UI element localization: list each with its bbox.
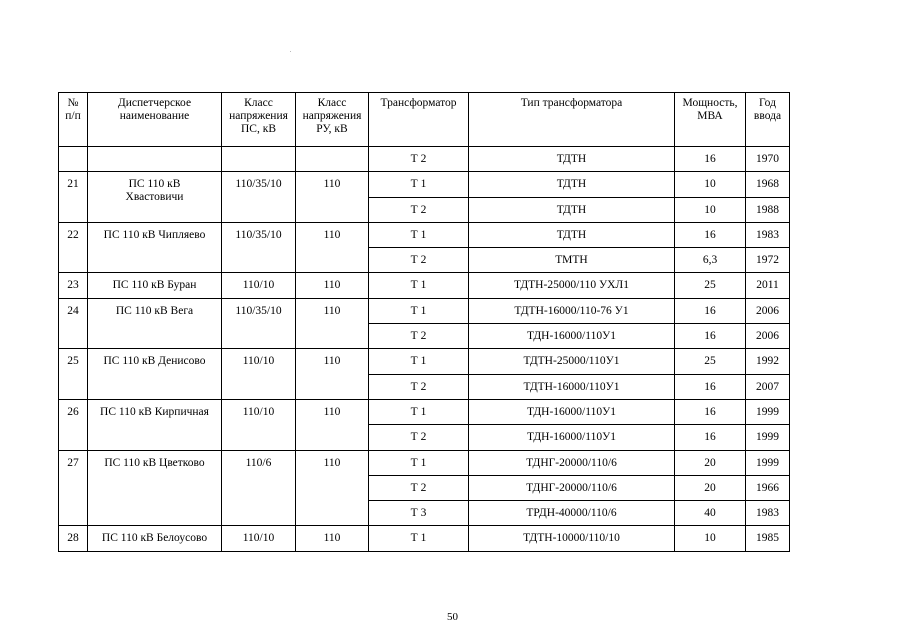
substation-name-cell: ПС 110 кВ Вега (88, 298, 222, 349)
ps-voltage-class-cell: 110/10 (222, 273, 296, 298)
substation-name-cell: ПС 110 кВ Буран (88, 273, 222, 298)
substation-number-cell: 24 (59, 298, 88, 349)
header-transformer (369, 93, 469, 147)
transformer-type-cell: ТДТН (469, 222, 675, 247)
ps-voltage-class-cell: 110/10 (222, 399, 296, 450)
transformer-type-cell: ТДН-16000/110У1 (469, 425, 675, 450)
year-cell: 1966 (746, 475, 790, 500)
power-cell: 6,3 (675, 248, 746, 273)
ps-voltage-class-cell: 110/35/10 (222, 298, 296, 349)
year-cell: 1968 (746, 172, 790, 197)
year-cell: 1999 (746, 399, 790, 424)
table-header-row (59, 93, 790, 147)
header-year (746, 93, 790, 147)
page-number: 50 (447, 611, 458, 623)
ps-voltage-class-cell: 110/6 (222, 450, 296, 526)
transformer-type-cell: ТДН-16000/110У1 (469, 324, 675, 349)
substation-name-cell: ПС 110 кВ Хвастовичи (88, 172, 222, 223)
substation-number-cell: 25 (59, 349, 88, 400)
ru-voltage-class-cell: 110 (296, 222, 369, 273)
table-row (59, 222, 790, 247)
power-cell: 16 (675, 324, 746, 349)
substation-number-cell: 26 (59, 399, 88, 450)
ru-voltage-class-cell: 110 (296, 526, 369, 551)
transformer-cell: Т 1 (369, 399, 469, 424)
substation-number-cell: 23 (59, 273, 88, 298)
transformer-type-cell: ТДТН (469, 172, 675, 197)
power-cell: 16 (675, 425, 746, 450)
substation-name-cell: ПС 110 кВ Кирпичная (88, 399, 222, 450)
ru-voltage-class-cell: 110 (296, 298, 369, 349)
transformer-cell: Т 1 (369, 526, 469, 551)
substation-name-cell: ПС 110 кВ Белоусово (88, 526, 222, 551)
year-cell: 1970 (746, 147, 790, 172)
ru-voltage-class-cell: 110 (296, 349, 369, 400)
transformer-type-cell: ТДТН (469, 147, 675, 172)
transformer-type-cell: ТМТН (469, 248, 675, 273)
transformer-type-cell: ТДТН-16000/110У1 (469, 374, 675, 399)
power-cell: 25 (675, 273, 746, 298)
transformer-cell: Т 1 (369, 450, 469, 475)
table-row (59, 298, 790, 323)
ru-voltage-class-cell: 110 (296, 399, 369, 450)
header-dispatch-name (88, 93, 222, 147)
transformer-cell: Т 2 (369, 147, 469, 172)
table-row (59, 399, 790, 424)
transformer-type-cell: ТДТН-25000/110У1 (469, 349, 675, 374)
header-transformer-label: Трансформатор (380, 97, 457, 109)
power-cell: 10 (675, 172, 746, 197)
table-row (59, 349, 790, 374)
year-cell: 1972 (746, 248, 790, 273)
year-cell: 1992 (746, 349, 790, 374)
power-cell: 16 (675, 147, 746, 172)
transformer-type-cell: ТДТН (469, 197, 675, 222)
header-ps-voltage-class (222, 93, 296, 147)
header-dispatch-name-label: Диспетчерское наименование (117, 97, 192, 122)
header-number-label: № п/п (65, 97, 81, 122)
transformer-cell: Т 1 (369, 273, 469, 298)
header-year-label: Год ввода (753, 97, 782, 122)
year-cell: 2011 (746, 273, 790, 298)
substation-number-cell: 27 (59, 450, 88, 526)
year-cell: 1985 (746, 526, 790, 551)
power-cell: 40 (675, 501, 746, 526)
table-row (59, 172, 790, 197)
year-cell: 1983 (746, 222, 790, 247)
power-cell: 20 (675, 475, 746, 500)
transformer-type-cell: ТДТН-10000/110/10 (469, 526, 675, 551)
year-cell: 2006 (746, 298, 790, 323)
transformer-table (58, 92, 790, 552)
header-power (675, 93, 746, 147)
ps-voltage-class-cell: 110/35/10 (222, 222, 296, 273)
substation-number-cell: 28 (59, 526, 88, 551)
ru-voltage-class-cell: 110 (296, 450, 369, 526)
substation-number-cell: 21 (59, 172, 88, 223)
transformer-type-cell: ТДНГ-20000/110/6 (469, 450, 675, 475)
power-cell: 16 (675, 374, 746, 399)
transformer-cell: Т 3 (369, 501, 469, 526)
table-body (59, 147, 790, 552)
power-cell: 16 (675, 222, 746, 247)
transformer-type-cell: ТДНГ-20000/110/6 (469, 475, 675, 500)
header-transformer-type-label: Тип трансформатора (520, 97, 623, 109)
table-row (59, 273, 790, 298)
table-row (59, 526, 790, 551)
header-ru-voltage-class (296, 93, 369, 147)
header-number (59, 93, 88, 147)
header-ru-voltage-class-label: Класс напряжения РУ, кВ (302, 97, 362, 135)
table-row (59, 450, 790, 475)
power-cell: 16 (675, 298, 746, 323)
transformer-type-cell: ТДТН-16000/110-76 У1 (469, 298, 675, 323)
transformer-cell: Т 2 (369, 248, 469, 273)
substation-name-cell: ПС 110 кВ Цветково (88, 450, 222, 526)
transformer-type-cell: ТРДН-40000/110/6 (469, 501, 675, 526)
transformer-type-cell: ТДН-16000/110У1 (469, 399, 675, 424)
year-cell: 1983 (746, 501, 790, 526)
table-row (59, 147, 790, 172)
transformer-cell: Т 1 (369, 349, 469, 374)
header-ps-voltage-class-label: Класс напряжения ПС, кВ (229, 97, 288, 135)
ru-voltage-class-cell: 110 (296, 273, 369, 298)
substation-number-cell: 22 (59, 222, 88, 273)
scan-speck (290, 51, 291, 52)
substation-number-cell (59, 147, 88, 172)
year-cell: 1999 (746, 450, 790, 475)
transformer-cell: Т 2 (369, 197, 469, 222)
power-cell: 20 (675, 450, 746, 475)
ru-voltage-class-cell: 110 (296, 172, 369, 223)
substation-name-cell: ПС 110 кВ Чипляево (88, 222, 222, 273)
ps-voltage-class-cell: 110/10 (222, 526, 296, 551)
year-cell: 1988 (746, 197, 790, 222)
transformer-cell: Т 1 (369, 172, 469, 197)
transformer-cell: Т 2 (369, 324, 469, 349)
ps-voltage-class-cell (222, 147, 296, 172)
transformer-cell: Т 1 (369, 298, 469, 323)
power-cell: 16 (675, 399, 746, 424)
substation-name-cell: ПС 110 кВ Денисово (88, 349, 222, 400)
year-cell: 1999 (746, 425, 790, 450)
power-cell: 10 (675, 197, 746, 222)
header-transformer-type (469, 93, 675, 147)
transformer-cell: Т 2 (369, 475, 469, 500)
year-cell: 2006 (746, 324, 790, 349)
ps-voltage-class-cell: 110/10 (222, 349, 296, 400)
ru-voltage-class-cell (296, 147, 369, 172)
power-cell: 25 (675, 349, 746, 374)
ps-voltage-class-cell: 110/35/10 (222, 172, 296, 223)
header-power-label: Мощность, МВА (682, 97, 738, 122)
transformer-cell: Т 1 (369, 222, 469, 247)
year-cell: 2007 (746, 374, 790, 399)
transformer-cell: Т 2 (369, 425, 469, 450)
substation-name-cell (88, 147, 222, 172)
transformer-type-cell: ТДТН-25000/110 УХЛ1 (469, 273, 675, 298)
power-cell: 10 (675, 526, 746, 551)
transformer-cell: Т 2 (369, 374, 469, 399)
